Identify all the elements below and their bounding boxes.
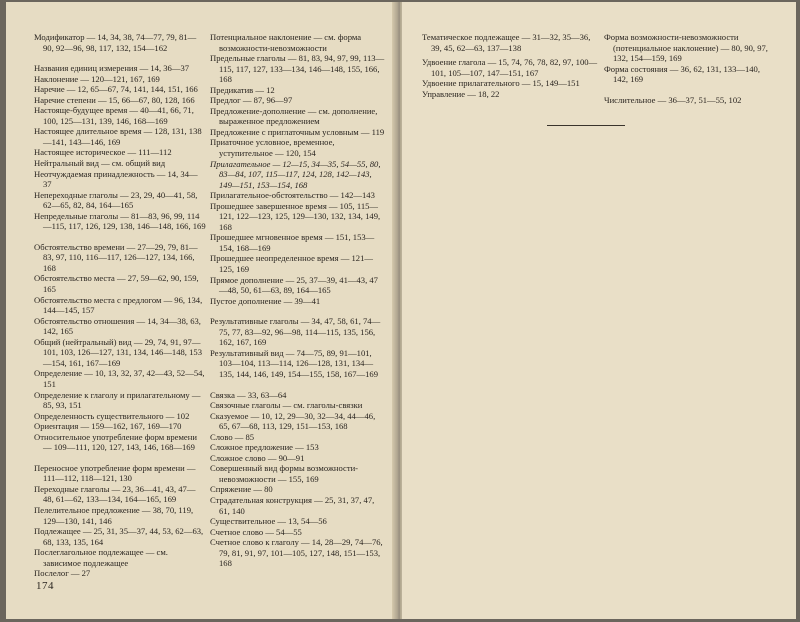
index-entry: Названия единиц измерения — 14, 36—37 [34,63,190,74]
index-entry: Определение к глаголу и прилагательному — 85, 93, 151 [34,389,201,411]
index-entry: Удвоение глагола — 15, 74, 76, 78, 82, 97, 100—101, 105—107, 147—151, 167 [422,57,598,78]
index-entry: Прилагательное — 12—15, 34—35, 54—55, 80, 83—84, 107, 115—117, 124, 128, 142—143, 149—151, 153—154, 168 [210,158,381,190]
index-entry: Обстоятельство времени — 27—29, 79, 81—83, 97, 110, 116—117, 126—127, 134, 166, 168 [34,241,198,273]
index-entry: Предикатив — 12 [210,84,275,95]
index-entry: Прилагательное-обстоятельство — 142—143 [210,190,375,201]
index-entry: Управление — 18, 22 [422,88,500,99]
index-entry: Тематическое подлежащее — 31—32, 35—36, 39, 45, 62—63, 137—138 [422,32,591,53]
index-entry: Страдательная конструкция — 25, 31, 37, 47, 61, 140 [210,494,375,516]
index-entry: Приаточное условное, временное, уступительное — 120, 154 [210,137,335,159]
index-entry: Пустое дополнение — 39—41 [210,295,321,306]
index-entry: Переносное употребление форм времени — 111—112, 118—121, 130 [34,462,196,484]
right-page [402,2,796,619]
index-entry: Форма состояния — 36, 62, 131, 133—140, 142, 169 [604,63,760,85]
index-entry: Пелелительное предложение — 38, 70, 119, 129—130, 141, 146 [34,504,194,526]
index-entry: Переходные глаголы — 23, 36—41, 43, 47—48, 61—62, 133—134, 164—165, 169 [34,483,196,505]
index-entry: Спряжение — 80 [210,484,273,495]
index-entry: Совершенный вид формы возможности-невозможности — 155, 169 [210,463,359,484]
index-entry: Сложное слово — 90—91 [210,452,305,463]
right-index-column-1 [422,32,598,99]
index-entry: Прошедшее завершенное время — 105, 115—121, 122—123, 125, 129—130, 132, 134, 149, 168 [210,200,381,232]
index-entry: Предложение с приглаточным условным — 119 [210,126,385,137]
index-entry: Настояще-будущее время — 40—41, 66, 71, 100, 125—131, 139, 146, 168—169 [34,105,194,126]
index-entry: Предельные глаголы — 81, 83, 94, 97, 99, 113—115, 117, 127, 133—134, 146—148, 155, 166, 168 [210,53,385,85]
index-entry: Определение — 10, 13, 32, 37, 42—43, 52—54, 151 [34,368,205,389]
index-entry: Настоящее длительное время — 128, 131, 138—141, 143—146, 169 [34,126,202,147]
index-entry: Определенность существительного — 102 [34,410,190,421]
index-entry: Сложное предложение — 153 [210,442,319,453]
index-entry: Результативные глаголы — 34, 47, 58, 61, 74—75, 77, 83—92, 96—98, 114—115, 135, 156, 162, 167, 169 [210,316,381,348]
left-page [6,2,398,619]
index-entry: Предложение-дополнение — см. дополнение, выраженное предложением [210,105,378,127]
index-entry: Слово — 85 [210,431,255,442]
index-entry: Результативный вид — 74—75, 89, 91—101, 103—104, 113—114, 126—128, 131, 134—135, 144, 146, 149, 154—155, 158, 167—169 [210,347,378,379]
index-entry: Послеглагольное подлежащее — см. зависимое подлежащее [34,547,168,568]
index-entry: Связочные глаголы — см. глаголы-связки [210,400,363,411]
left-index-column-2 [210,32,386,569]
end-rule [547,125,625,126]
page-number: 174 [36,580,54,592]
index-entry: Неотчуждаемая принадлежность — 14, 34—37 [34,168,198,190]
left-index-column-1 [34,32,206,579]
index-entry: Ориентация — 159—162, 167, 169—170 [34,421,182,432]
index-entry: Наречие — 12, 65—67, 74, 141, 144, 151, 166 [34,84,198,95]
index-entry: Форма возможности-невозможности (потенциальное наклонение) — 80, 90, 97, 132, 154—159, 169 [604,32,768,64]
index-entry: Обстоятельство отношения — 14, 34—38, 63, 142, 165 [34,315,201,337]
right-index-column-2 [604,32,776,105]
index-entry: Потенциальное наклонение — см. форма возможности-невозможности [210,32,362,53]
index-entry: Нейтральный вид — см. общий вид [34,158,166,169]
index-entry: Общий (нейтральный) вид — 29, 74, 91, 97—101, 103, 126—127, 131, 134, 146—148, 153—154, 161, 167—169 [34,336,202,368]
index-entry: Относительное употребление форм времени — 109—111, 120, 127, 143, 146, 168—169 [34,431,197,453]
index-entry: Счетное слово — 54—55 [210,526,302,537]
index-entry: Непредельные глаголы — 81—83, 96, 99, 114—115, 117, 126, 129, 138, 146—148, 166, 169 [34,210,206,232]
index-entry: Непереходные глаголы — 23, 29, 40—41, 58, 62—65, 82, 84, 164—165 [34,189,198,211]
index-entry: Существительное — 13, 54—56 [210,516,327,527]
index-entry: Прошедшее неопределенное время — 121—125, 169 [210,253,373,275]
index-entry: Наклонение — 120—121, 167, 169 [34,73,160,84]
index-entry: Наречие степени — 15, 66—67, 80, 128, 166 [34,94,195,105]
index-entry: Прямое дополнение — 25, 37—39, 41—43, 47—48, 50, 61—63, 89, 164—165 [210,274,378,296]
index-entry: Счетное слово к глаголу — 14, 28—29, 74—76, 79, 81, 91, 97, 101—105, 127, 148, 151—153, 168 [210,537,383,569]
index-entry: Обстоятельство места — 27, 59—62, 90, 159, 165 [34,273,199,295]
index-entry: Модификатор — 14, 34, 38, 74—77, 79, 81—90, 92—96, 98, 117, 132, 154—162 [34,32,197,53]
index-entry: Числительное — 36—37, 51—55, 102 [604,94,742,105]
index-entry: Настоящее историческое — 111—112 [34,147,172,158]
index-entry: Прошедшее мгновенное время — 151, 153—154, 168—169 [210,232,375,253]
index-entry: Послелог — 27 [34,568,91,579]
index-entry: Удвоение прилагательного — 15, 149—151 [422,78,580,89]
index-entry: Подлежащее — 25, 31, 35—37, 44, 53, 62—63, 68, 133, 135, 164 [34,526,204,547]
index-entry: Связка — 33, 63—64 [210,389,287,400]
index-entry: Сказуемое — 10, 12, 29—30, 32—34, 44—46, 65, 67—68, 113, 129, 151—153, 168 [210,410,376,432]
index-entry: Обстоятельство места с предлогом — 96, 134, 144—145, 157 [34,294,203,316]
index-entry: Предлог — 87, 96—97 [210,95,293,106]
